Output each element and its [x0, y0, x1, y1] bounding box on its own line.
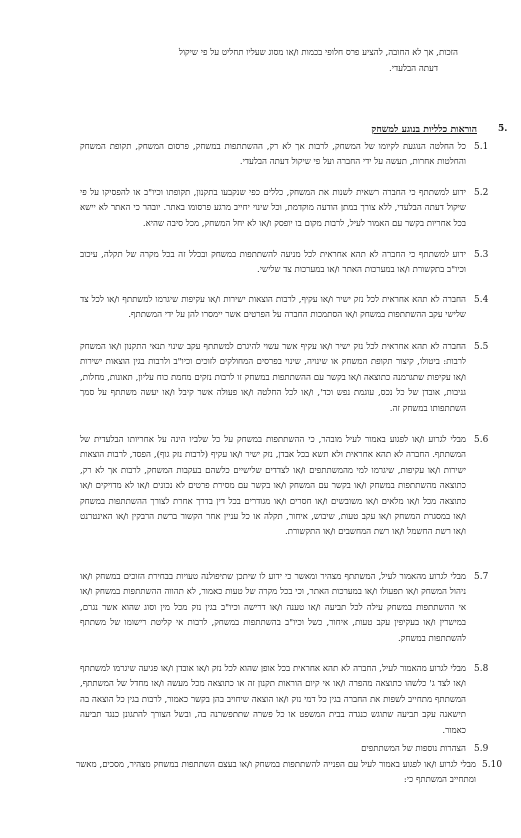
clause-number: 5.1	[474, 142, 489, 152]
clause-number: 5.5	[474, 342, 489, 352]
clause-number: 5.6	[474, 435, 489, 445]
clause-number: 5.7	[474, 572, 489, 582]
section-number: 5.	[498, 124, 508, 134]
intro-paragraph	[58, 45, 458, 77]
clause-text: ידוע למשתתף כי החברה לא תהא אחראית לכל מניעה להשתתפות במשחק ובכלל זה בכל מקרה של תקלה, עיכוב וכיו"ב בתקשורת ו/או במערכות האתר ו/או במערכות צד שלישי.	[80, 250, 466, 276]
clause-text: מבלי לגרוע מהאמור לעיל, המשתתף מצהיר ומאשר כי ידוע לו שיתכן שתיפולנה טעויות בבחירת הזוכים במשחק ו/או ניהול המשחק ו/או תפעולו ו/או במערכות האתר, וכי בכל מקרה של טעות כאמור, לא תהווה ההשתתפות במשחק ו/או אי ההשתתפות במשחק עילה לכל תביעה ו/או טענה ו/או דרישה וכיו"ב בגין נזק מכל מין וסוג שהוא אשר נגרם, במישרין ו/או בעקיפין עקב טעות, איחור, כשל וכיו"ב בהשתתפות במשחק, לרבות אי קליטת רישומו של משתתף להשתתפות במשחק.	[80, 572, 466, 644]
clause-number: 5.2	[474, 188, 489, 198]
clause-text: החברה לא תהא אחראית לכל נזק ישיר ו/או עקיף אשר עשוי להיגרם למשתתף עקב שינוי תנאי התקנון ו/או המשחק לרבות: ביטולו, קיצור תקופת המשחק או שינויה, שינוי בפרסים המחולקים לזוכים וכיו"ב ולרבות בגין הוצאות ישירות ו/או עקיפות שתגרמנה כתוצאה ו/או בקשר עם ההשתתפות במשחק זו לרבות נזקים מחמת כוח עליון, תאונות, מחלות, גניבות, אובדן של כל נכס, עוגמת נפש וכד', ו/או לכל החלטה ו/או פעולה אשר קיבל ו/או יעשה משתתף על סמך השתתפותו במשחק זה.	[80, 342, 466, 414]
clause-number: 5.4	[474, 295, 489, 305]
intro-line-2: דעתה הבלעדי.	[389, 64, 438, 74]
clause-text: החברה לא תהא אחראית לכל נזק ישיר ו/או עקיף, לרבות הוצאות ישירות ו/או עקיפות שיגרמו למשתתף ו/או לכל צד שלישי עקב ההשתתפות במשחק ו/או הסתמכות החברה על הפרטים אשר יימסרו להן על ידי המשתתף.	[80, 295, 466, 321]
clause-number: 5.10	[482, 760, 503, 770]
intro-line-1: הזכות, אך לא החובה, להציע פרס חלופי בכמות ו/או מסוג שעליו תחליט על פי שיקול	[178, 48, 458, 58]
section-title: הוראות כלליות בנוגע למשחק	[371, 124, 477, 135]
clause-text: מבלי לגרוע מהאמור לעיל, החברה לא תהא אחראית בכל אופן שהוא לכל נזק ו/או אובדן ו/או פגיעה שיגרמו למשתתף ו/או לצד ג' כלשהו כתוצאה מהפרה ו/או אי קיום הוראות תקנון זה או כתוצאה מכל מעשה ו/או מחדל של המשתתף, המשתתף מתחייב לשפות את החברה בגין כל דמי נזק ו/או הוצאה שיחויב בהן בקשר כאמור, לרבות בגין כל הוצאה בה תישאנה עקב תביעה שתוגש כנגדה בבית המשפט או כל פשרה שתתפשרנה בה, ובשל הצורך להתגונן כנגד תביעה כאמור.	[80, 664, 466, 736]
clause-number: 5.9	[474, 744, 489, 754]
clause-text: מבלי לגרוע ו/או לפגוע באמור לעיל מובהר, כי ההשתתפות במשחק על כל שלביו הינה על אחריותו הבלעדית של המשתתף. החברה לא תהא אחראית ולא תשא בכל אבדן, נזק ישיר ו/או עקיף (לרבות נזק גוף), הפסד, לרבות הוצאות ישירות ו/או עקיפות, שיגרמו למי מהמשתתפים ו/או לצדדים שלישיים כלשהם בעקבות המשחק, לרבות אך לא רק, כתוצאה מהשתתפות במשחק ו/או בקשר עם המשחק ו/או בקשר עם מסירת פרטים לא נכונים ו/או לא מדויקים ו/או כתוצאה מכל ו/או מלאים ו/או משובשים ו/או חסרים ו/או מגודרים בכל דין בדרך אחרת לצורך ההשתתפות במשחק ו/או במסגרת המשחק ו/או עקב טעות, שיבוש, איחור, תקלה או כל עניין אחר הקשור ברשת הרבקין ו/או האינטרנט ו/או רשת החשמל ו/או רשת המחשבים ו/או התקשורת.	[80, 435, 466, 538]
clause-text: ידוע למשתתף כי החברה רשאית לשנות את המשחק, כללים כפי שנקבעו בתקנון, תקופתו וכיו"ב או להפסיקו על פי שיקול דעתה הבלעדי, ללא צורך במתן הודעה מוקדמת, וכל שינוי יחייב מרגע פרסומו באתר. יובהר כי האתר לא יישא בכל אחריות בקשר עם האמור לעיל, לרבות מקום בו יופסק ו/או לא יחל המשחק, מכל סיבה שהיא.	[80, 188, 466, 229]
clause-number: 5.3	[474, 250, 489, 260]
clause-text: מבלי לגרוע ו/או לפגוע באמור לעיל עם הפנייה להשתתפות במשחק ו/או בעצם השתתפות במשחק מצהיר, מסכים, מאשר ומתחייב המשתתף כי:	[76, 760, 476, 786]
clause-text: הצהרות נוספות של המשתתפים	[361, 744, 466, 754]
clause-text: כל החלטה הנוגעת לקיומו של המשחק, לרבות אך לא רק, ההשתתפות במשחק, פרסום המשחק, תקופת המשחק והחלטות אחרות, תעשה על ידי החברה ועל פי שיקול דעתה הבלעדי.	[80, 142, 466, 168]
clause-number: 5.8	[474, 664, 489, 674]
